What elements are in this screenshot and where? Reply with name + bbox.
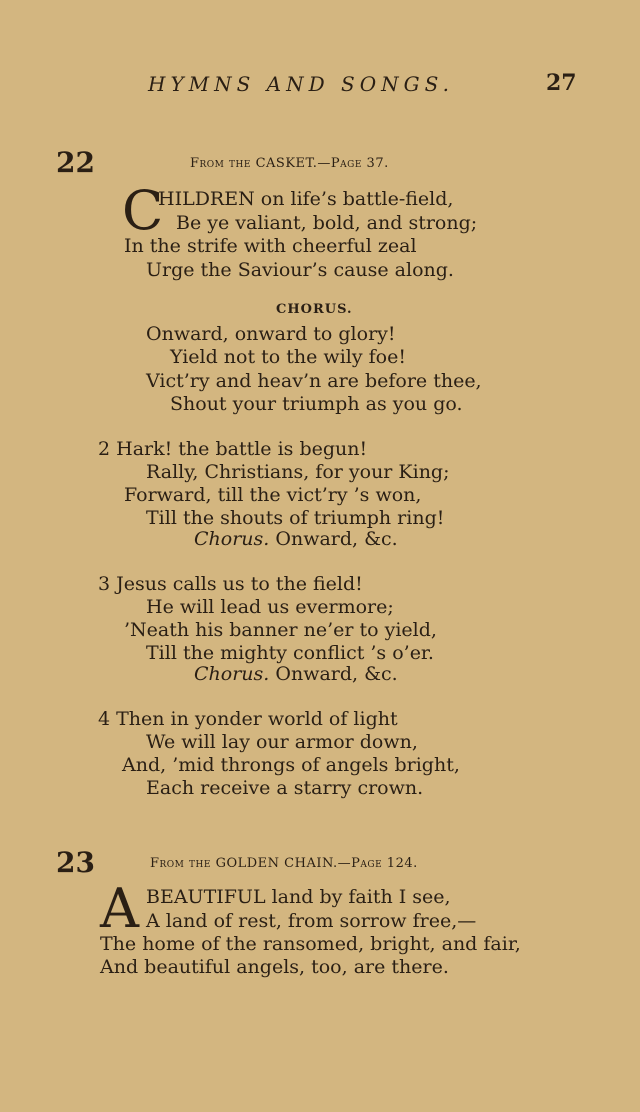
hymn-22-first-word: HILDREN [158, 188, 255, 210]
running-head: HYMNS AND SONGS. [148, 72, 454, 96]
hymn-23-line-4: And beautiful angels, too, are there. [100, 956, 449, 978]
hymn-23-dropcap: A [100, 877, 139, 940]
chorus-line-1: Onward, onward to glory! [146, 323, 396, 345]
page-number: 27 [546, 70, 577, 96]
hymn-23-first-word: BEAUTIFUL [146, 886, 266, 908]
verse-2-line-1: 2 Hark! the battle is begun! [98, 438, 368, 460]
verse-4-line-1: 4 Then in yonder world of light [98, 708, 398, 730]
verse-2-chorus-ref [194, 528, 398, 550]
hymn-22-line-3: In the strife with cheerful zeal [124, 235, 417, 257]
verse-4-line-2: We will lay our armor down, [146, 731, 418, 753]
chorus-ref-text: Onward, &c. [275, 663, 398, 685]
verse-2-line-2: Rally, Christians, for your King; [146, 461, 450, 483]
chorus-ref-label: Chorus. [194, 528, 270, 550]
verse-2-line-3: Forward, till the vict’ry ’s won, [124, 484, 422, 506]
hymn-22-source: From the CASKET.—Page 37. [190, 156, 389, 171]
hymn-22-dropcap: C [122, 179, 164, 242]
verse-3-line-1: 3 Jesus calls us to the field! [98, 573, 363, 595]
chorus-line-3: Vict’ry and heav’n are before thee, [146, 370, 482, 392]
verse-3-line-3: ’Neath his banner ne’er to yield, [124, 619, 437, 641]
verse-2-line-4: Till the shouts of triumph ring! [146, 507, 445, 529]
verse-4-line-4: Each receive a starry crown. [146, 777, 424, 799]
hymn-23-source: From the GOLDEN CHAIN.—Page 124. [150, 856, 418, 871]
hymn-22-line-2: Be ye valiant, bold, and strong; [176, 212, 478, 234]
chorus-ref-text: Onward, &c. [275, 528, 398, 550]
verse-3-line-4: Till the mighty conflict ’s o’er. [146, 642, 434, 664]
chorus-ref-label: Chorus. [194, 663, 270, 685]
hymn-22-line-1 [158, 188, 453, 210]
hymn-23-number: 23 [56, 846, 95, 879]
chorus-line-4: Shout your triumph as you go. [170, 393, 463, 415]
hymn-23-line-1 [146, 886, 451, 908]
hymn-22-line-4: Urge the Saviour’s cause along. [146, 259, 454, 281]
verse-3-line-2: He will lead us evermore; [146, 596, 394, 618]
hymn-23-line-2: A land of rest, from sorrow free,— [146, 910, 477, 932]
hymn-23-line-3: The home of the ransomed, bright, and fair, [100, 933, 521, 955]
chorus-heading: CHORUS. [276, 302, 353, 317]
verse-3-chorus-ref [194, 663, 398, 685]
chorus-line-2: Yield not to the wily foe! [170, 346, 406, 368]
hymn-23-line-1-text: land by faith I see, [265, 886, 451, 908]
hymn-22-line-1-text: on life’s battle-field, [254, 188, 454, 210]
verse-4-line-3: And, ’mid throngs of angels bright, [122, 754, 460, 776]
hymn-22-number: 22 [56, 146, 95, 179]
